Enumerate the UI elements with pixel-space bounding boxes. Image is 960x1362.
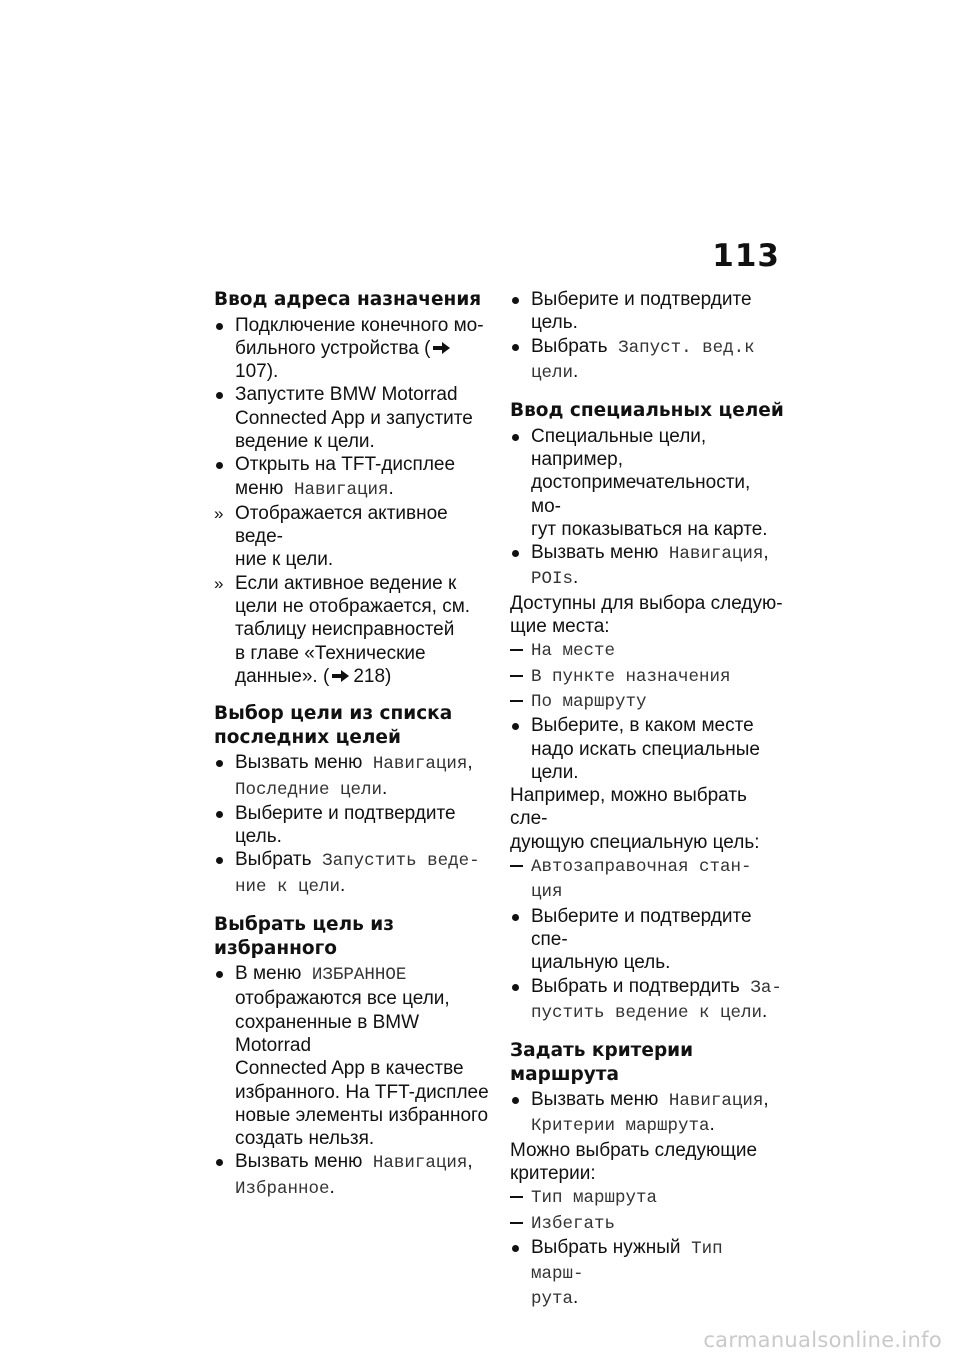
- bullet-icon: [512, 723, 519, 730]
- list-item: Выбрать и подтвердить За- пустить ведение к цели.: [510, 975, 785, 1026]
- list-item: Вызвать меню Навигация, Избранное.: [214, 1150, 492, 1201]
- result-item: » Если активное ведение к цели не отображается, см. таблицу неисправностей в главе «Технические данные». ( 218): [214, 572, 471, 687]
- destination-address-list: [214, 314, 492, 689]
- list-item: Выберите и подтвердите цель.: [214, 802, 492, 849]
- left-column: [214, 288, 492, 1201]
- menu-name: ние к цели: [235, 876, 341, 897]
- menu-name: Избранное: [235, 1178, 330, 1199]
- list-item: Выбрать нужный Тип марш- рута.: [510, 1236, 785, 1312]
- paragraph: Доступны для выбора следую- щие места:: [510, 592, 783, 638]
- bullet-icon: [216, 971, 223, 978]
- menu-name: Тип марш-: [531, 1238, 723, 1285]
- criteria-options-list: [510, 1185, 785, 1311]
- route-criteria-list: [510, 1088, 785, 1139]
- bullet-icon: [512, 297, 519, 304]
- list-item: Выберите и подтвердите цель.: [510, 288, 785, 335]
- bullet-icon: [512, 550, 519, 557]
- watermark: carmanualsonline.info: [703, 1328, 942, 1352]
- dash-item: Тип маршрута: [510, 1185, 785, 1210]
- paragraph: Например, можно выбрать сле- дующую специальную цель:: [510, 785, 760, 853]
- list-item: Подключение конечного мо- бильного устройства ( 107).: [214, 314, 492, 384]
- bullet-icon: [512, 344, 519, 351]
- dash-icon: [510, 1196, 523, 1198]
- special-destinations-list: [510, 425, 785, 592]
- dash-item: На месте: [510, 638, 785, 663]
- menu-name: Навигация: [668, 1091, 764, 1112]
- list-item: Вызвать меню Навигация, POIs.: [510, 541, 785, 592]
- paragraph: Можно выбрать следующие критерии:: [510, 1139, 758, 1184]
- dash-item: Избегать: [510, 1211, 785, 1236]
- menu-name: Навигация: [293, 479, 389, 500]
- bullet-icon: [512, 1245, 519, 1252]
- menu-name: цели: [531, 362, 574, 383]
- menu-name: ИЗБРАННОЕ: [311, 965, 407, 986]
- list-item: Вызвать меню Навигация, Последние цели.: [214, 751, 492, 802]
- dash-icon: [510, 649, 523, 651]
- bullet-icon: [512, 914, 519, 921]
- page-number: 113: [712, 238, 780, 274]
- list-item: Открыть на TFT-дисплее меню Навигация.: [214, 453, 492, 502]
- list-item: В меню ИЗБРАННОЕ отображаются все цели, сохраненные в BMW Motorrad Connected App в качестве избранного. На TFT-дисплее новые элементы избранного создать нельзя.: [214, 962, 492, 1150]
- section-heading-recent-destinations: Выбор цели из списка последних целей: [214, 703, 453, 748]
- right-column: [510, 288, 785, 1312]
- menu-name: пустить ведение к цели: [531, 1002, 763, 1023]
- list-item: Вызвать меню Навигация, Критерии маршрута.: [510, 1088, 785, 1139]
- bullet-icon: [216, 760, 223, 767]
- list-item: Выберите, в каком месте надо искать специальные цели.: [510, 714, 785, 784]
- page-reference-arrow-icon: [332, 670, 349, 682]
- bullet-icon: [216, 392, 223, 399]
- dash-icon: [510, 700, 523, 702]
- menu-name: Навигация: [372, 1153, 468, 1174]
- section-heading-favourites: Выбрать цель из избранного: [214, 914, 394, 959]
- bullet-icon: [216, 857, 223, 864]
- menu-name: Навигация: [668, 544, 764, 565]
- list-item: Выберите и подтвердите спе- циальную цель.: [510, 905, 785, 975]
- bullet-icon: [216, 462, 223, 469]
- section-heading-route-criteria: Задать критерии маршрута: [510, 1040, 694, 1085]
- bullet-icon: [512, 984, 519, 991]
- favourites-list: [214, 962, 492, 1201]
- bullet-icon: [216, 811, 223, 818]
- menu-name: Навигация: [372, 754, 468, 775]
- list-item: Выбрать Запуст. вед.к цели.: [510, 335, 785, 386]
- menu-name: За-: [750, 977, 782, 998]
- bullet-icon: [216, 323, 223, 330]
- dash-icon: [510, 865, 523, 867]
- list-item: Выбрать Запустить веде- ние к цели.: [214, 848, 492, 899]
- menu-name: Запуст. вед.к: [618, 337, 755, 358]
- menu-name: Запустить веде-: [322, 851, 480, 872]
- bullet-icon: [512, 1097, 519, 1104]
- page-reference[interactable]: 218): [353, 665, 392, 687]
- bullet-icon: [216, 1159, 223, 1166]
- result-item: » Отображается активное веде- ние к цели.: [214, 502, 448, 571]
- page-reference-arrow-icon: [433, 342, 450, 354]
- page-reference[interactable]: 107).: [235, 361, 279, 383]
- menu-name: Критерии маршрута: [531, 1116, 710, 1137]
- menu-name: рута: [531, 1289, 574, 1310]
- section-heading-special-destinations: Ввод специальных целей: [510, 400, 784, 422]
- dash-icon: [510, 675, 523, 677]
- menu-name: POIs: [531, 569, 574, 590]
- dash-icon: [510, 1222, 523, 1224]
- dash-item: По маршруту: [510, 689, 785, 714]
- dash-item: В пункте назначения: [510, 664, 785, 689]
- bullet-icon: [512, 434, 519, 441]
- section-heading-destination-address: Ввод адреса назначения: [214, 289, 482, 310]
- favourites-continued-list: [510, 288, 785, 385]
- list-item: Запустите BMW Motorrad Connected App и запустите ведение к цели.: [214, 383, 492, 453]
- special-destination-examples-list: [510, 854, 785, 1025]
- location-options-list: [510, 638, 785, 784]
- list-item: Специальные цели, например, достопримечательности, мо- гут показываться на карте.: [510, 425, 785, 541]
- dash-item: Автозаправочная стан- ция: [510, 854, 785, 905]
- recent-destinations-list: [214, 751, 492, 899]
- menu-name: Последние цели: [235, 779, 383, 800]
- result-arrow-icon: »: [214, 573, 224, 593]
- result-arrow-icon: »: [214, 503, 224, 523]
